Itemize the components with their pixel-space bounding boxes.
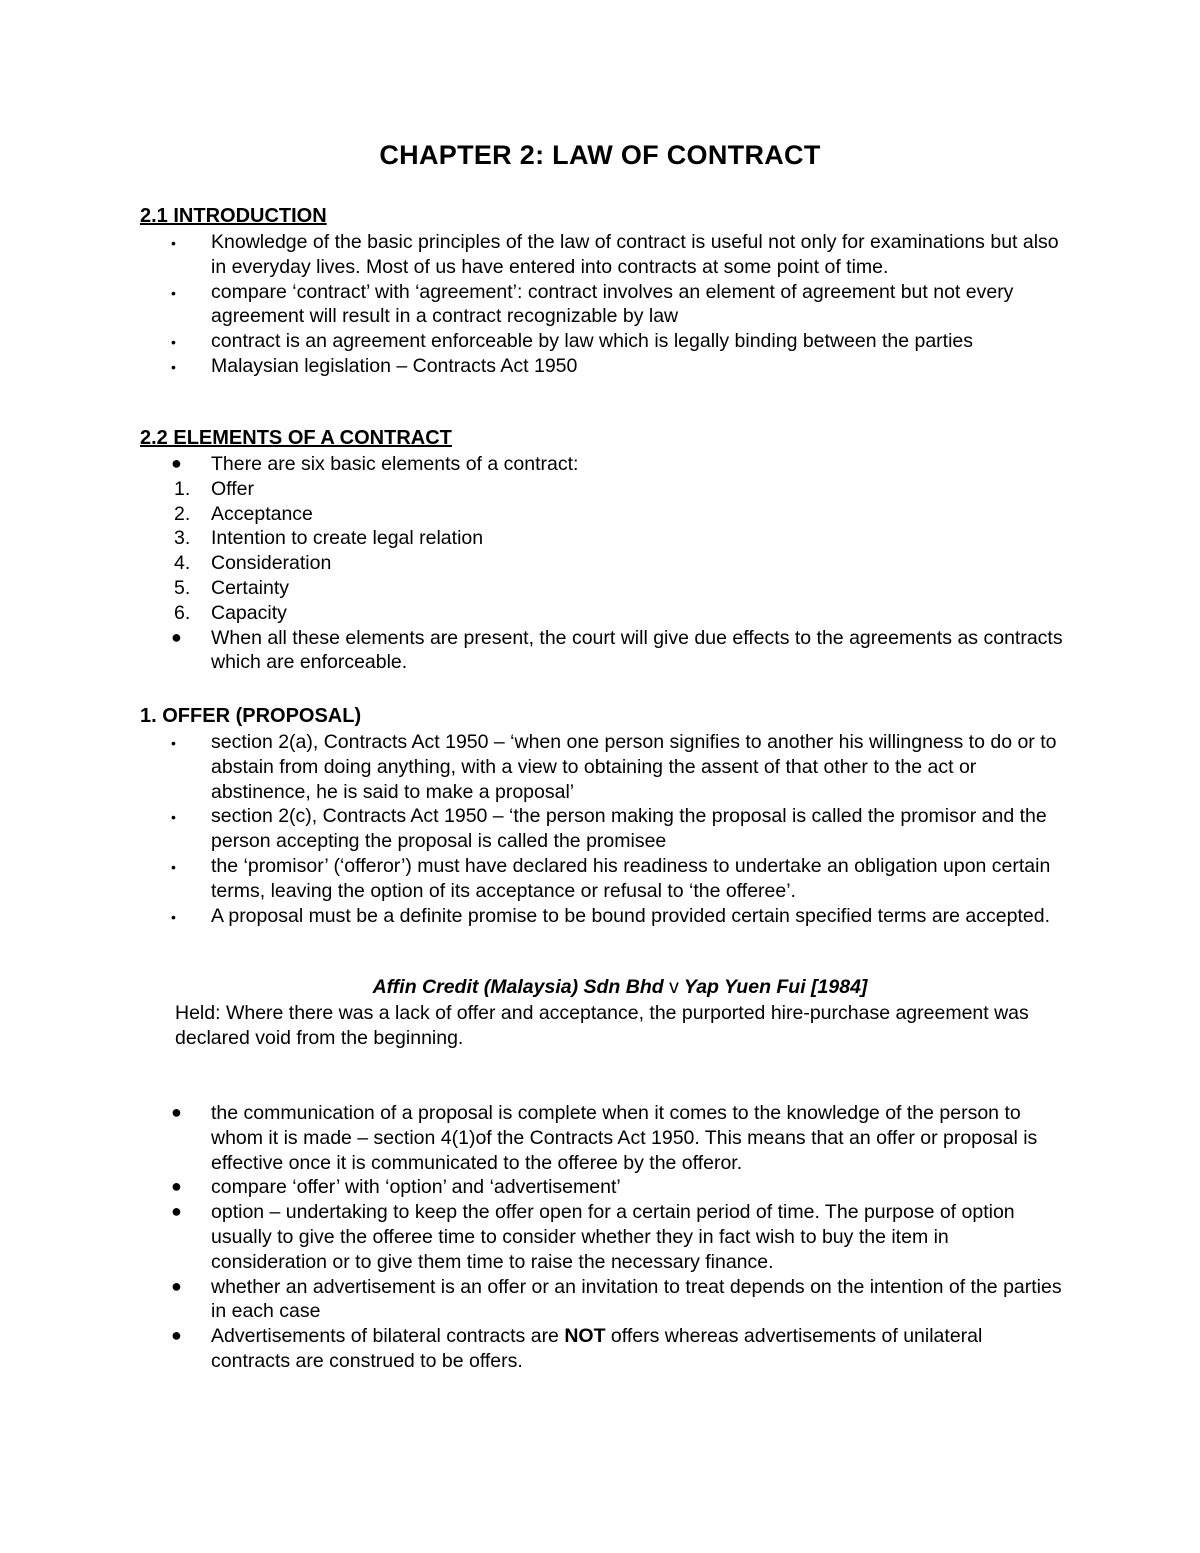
section-offer <box>140 704 1065 928</box>
list-item-text: compare ‘contract’ with ‘agreement’: contract involves an element of agreement but not every agreement will result in a contract recognizable by law <box>211 280 1014 328</box>
list-item <box>140 1324 1065 1374</box>
bullet-icon: ● <box>171 1102 182 1122</box>
list-item-text: the communication of a proposal is complete when it comes to the knowledge of the person to whom it is made – section 4(1)of the Contracts Act 1950. This means that an offer or proposal is effective once it is communicated to the offeree by the offeror. <box>211 1102 1038 1174</box>
list-item-text: Offer <box>211 477 254 500</box>
section-introduction <box>140 204 1065 379</box>
list-item-text <box>211 1325 982 1372</box>
list-item <box>140 626 1065 676</box>
list-item-text: Malaysian legislation – Contracts Act 1950 <box>211 354 578 377</box>
bullet-icon: ● <box>171 1176 182 1197</box>
list-item <box>140 730 1065 804</box>
list-item-text: Intention to create legal relation <box>211 527 484 550</box>
bullet-icon: ● <box>171 1275 182 1296</box>
list-item-text: When all these elements are present, the court will give due effects to the agreements as contracts which are enforceable. <box>211 626 1063 674</box>
list-item-text: contract is an agreement enforceable by law which is legally binding between the parties <box>211 330 974 353</box>
bullet-icon: • <box>171 809 176 826</box>
page-title: CHAPTER 2: LAW OF CONTRACT <box>379 140 821 170</box>
list-item <box>140 904 1065 929</box>
list-item <box>140 354 1065 379</box>
list-item <box>140 230 1065 280</box>
text-run: Advertisements of bilateral contracts are <box>211 1325 565 1348</box>
list-item-text: option – undertaking to keep the offer open for a certain period of time. The purpose of option usually to give the offeree time to consider whether they in fact wish to buy the item in consideration or to give them time to raise the necessary finance. <box>211 1201 1015 1273</box>
list-item-text: Consideration <box>211 552 332 575</box>
list-item <box>140 551 1065 576</box>
case-held: Held: Where there was a lack of offer and acceptance, the purported hire-purchase agreement was declared void from the beginning. <box>175 1002 1029 1049</box>
elements-heading: 2.2 ELEMENTS OF A CONTRACT <box>140 427 452 449</box>
emphasis-text: NOT <box>564 1325 606 1348</box>
list-item-text: compare ‘offer’ with ‘option’ and ‘advertisement’ <box>211 1176 621 1199</box>
bullet-icon: • <box>171 735 176 751</box>
list-item <box>140 854 1065 904</box>
bullet-icon: • <box>171 908 176 925</box>
list-item <box>140 329 1065 354</box>
bullet-icon: ● <box>171 1201 182 1222</box>
list-item <box>140 1275 1065 1325</box>
text-run: offers whereas advertisements of unilateral contracts are construed to be offers. <box>211 1325 983 1372</box>
offer-heading: 1. OFFER (PROPOSAL) <box>140 705 362 727</box>
list-item-text: section 2(a), Contracts Act 1950 – ‘when one person signifies to another his willingness to do or to abstain from doing anything, with a view to obtaining the assent of that other to the act or abstinence, he is said to make a proposal’ <box>211 731 1057 803</box>
list-item-text: Knowledge of the basic principles of the law of contract is useful not only for examinations but also in everyday lives. Most of us have entered into contracts at some point of time. <box>211 231 1059 278</box>
list-item-text: section 2(c), Contracts Act 1950 – ‘the person making the proposal is called the promisor and the person accepting the proposal is called the promisee <box>211 805 1047 853</box>
elements-lead-list <box>140 452 1065 477</box>
bullet-icon: • <box>171 334 176 351</box>
list-number: 4. <box>174 552 191 575</box>
list-item <box>140 502 1065 527</box>
list-item-text: There are six basic elements of a contract: <box>211 453 579 475</box>
section-communication <box>140 1101 1065 1374</box>
bullet-icon: • <box>171 284 176 301</box>
list-item-text: whether an advertisement is an offer or an invitation to treat depends on the intention of the parties in each case <box>211 1275 1062 1323</box>
list-item-text: Capacity <box>211 601 287 624</box>
case-block <box>175 975 1065 1051</box>
list-item <box>140 601 1065 626</box>
bullet-icon: ● <box>171 626 182 647</box>
list-item <box>140 576 1065 601</box>
list-item <box>140 477 1065 502</box>
case-citation <box>175 975 1065 1000</box>
list-number: 6. <box>174 601 191 624</box>
case-party-one: Affin Credit (Malaysia) Sdn Bhd <box>372 976 664 998</box>
list-item <box>140 526 1065 551</box>
list-item <box>140 1175 1065 1200</box>
list-number: 3. <box>174 527 191 550</box>
list-item-text: Certainty <box>211 576 290 599</box>
list-item <box>140 1200 1065 1274</box>
introduction-list <box>140 230 1065 379</box>
list-item <box>140 1101 1065 1175</box>
list-number: 2. <box>174 502 191 525</box>
list-item <box>140 280 1065 330</box>
list-number: 1. <box>174 477 191 500</box>
bullet-icon: ● <box>171 453 182 473</box>
communication-list <box>140 1101 1065 1374</box>
list-item <box>140 452 1065 477</box>
elements-numbered-list <box>140 477 1065 626</box>
bullet-icon: • <box>171 858 176 875</box>
case-versus: v <box>669 976 679 998</box>
introduction-heading: 2.1 INTRODUCTION <box>140 205 327 227</box>
bullet-icon: ● <box>171 1325 182 1346</box>
bullet-icon: • <box>171 358 176 375</box>
list-number: 5. <box>174 576 191 599</box>
section-elements <box>140 426 1065 675</box>
list-item-text: Acceptance <box>211 502 313 525</box>
bullet-icon: • <box>171 235 176 251</box>
list-item <box>140 804 1065 854</box>
case-party-two: Yap Yuen Fui [1984] <box>683 976 868 998</box>
offer-list <box>140 730 1065 928</box>
elements-closing-list <box>140 626 1065 676</box>
list-item-text: A proposal must be a definite promise to be bound provided certain specified terms are accepted. <box>211 904 1050 927</box>
list-item-text: the ‘promisor’ (‘offeror’) must have declared his readiness to undertake an obligation upon certain terms, leaving the option of its acceptance or refusal to ‘the offeree’. <box>211 854 1051 902</box>
